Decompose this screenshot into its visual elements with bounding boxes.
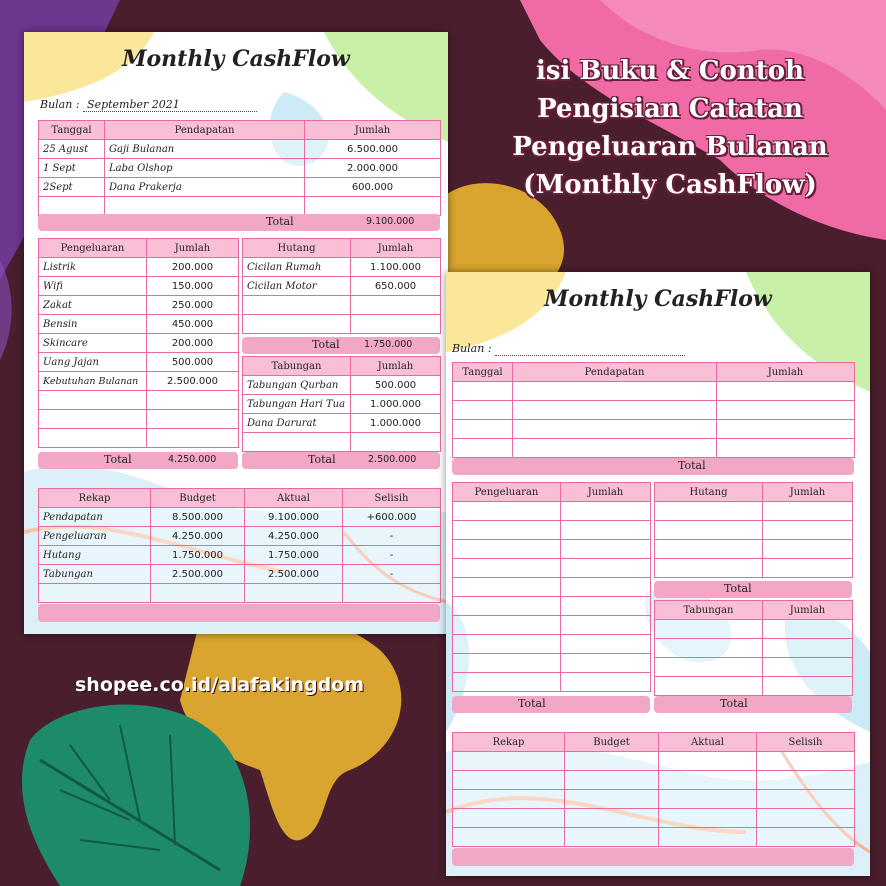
table-row <box>655 559 853 578</box>
month-label: Bulan : <box>452 342 492 355</box>
amount-cell: 500.000 <box>147 353 239 372</box>
table-row <box>39 277 239 296</box>
blank-sheet <box>446 272 870 876</box>
date-cell: 1 Sept <box>39 159 105 178</box>
col-header: Aktual <box>659 733 757 752</box>
col-header: Pengeluaran <box>39 239 147 258</box>
col-header: Jumlah <box>561 483 651 502</box>
table-row <box>39 178 441 197</box>
col-header: Jumlah <box>717 363 855 382</box>
table-row <box>243 376 441 395</box>
tabungan-total-bar <box>654 696 852 713</box>
table-row <box>453 752 855 771</box>
total-value: 1.750.000 <box>364 339 413 350</box>
rekap-table <box>452 732 855 847</box>
empty-cell <box>453 382 513 401</box>
amount-cell: 200.000 <box>147 334 239 353</box>
amount-cell <box>305 197 441 216</box>
hutang-total-bar <box>242 337 440 354</box>
table-row <box>39 410 239 429</box>
col-header: Jumlah <box>351 239 441 258</box>
empty-cell <box>655 658 763 677</box>
table-row <box>243 277 441 296</box>
actual-cell: 9.100.000 <box>245 508 343 527</box>
table-row <box>39 546 441 565</box>
tabungan-table <box>654 600 853 696</box>
amount-cell: 2.000.000 <box>305 159 441 178</box>
empty-cell <box>659 809 757 828</box>
pengeluaran-total-bar <box>38 452 238 469</box>
expense-cell: Uang Jajan <box>39 353 147 372</box>
table-row <box>453 502 651 521</box>
budget-cell <box>151 584 245 603</box>
empty-cell <box>659 828 757 847</box>
table-row <box>453 420 855 439</box>
col-header: Jumlah <box>351 357 441 376</box>
difference-cell: - <box>343 527 441 546</box>
empty-cell <box>513 420 717 439</box>
empty-cell <box>763 658 853 677</box>
col-header: Budget <box>565 733 659 752</box>
budget-cell: 4.250.000 <box>151 527 245 546</box>
empty-cell <box>565 809 659 828</box>
budget-cell: 2.500.000 <box>151 565 245 584</box>
table-row <box>39 391 239 410</box>
pendapatan-total-bar <box>452 458 854 475</box>
recap-cell <box>39 584 151 603</box>
hutang-table <box>654 482 853 578</box>
total-value: 4.250.000 <box>168 454 217 465</box>
expense-cell <box>39 410 147 429</box>
empty-cell <box>561 502 651 521</box>
col-header: Jumlah <box>763 483 853 502</box>
col-header: Hutang <box>243 239 351 258</box>
table-row <box>39 197 441 216</box>
pengeluaran-total-bar <box>452 696 650 713</box>
amount-cell <box>147 429 239 448</box>
budget-cell: 1.750.000 <box>151 546 245 565</box>
debt-cell: Cicilan Motor <box>243 277 351 296</box>
table-row <box>453 401 855 420</box>
expense-cell: Listrik <box>39 258 147 277</box>
empty-cell <box>453 578 561 597</box>
table-row <box>39 372 239 391</box>
col-header: Tanggal <box>39 121 105 140</box>
sheet-title: Monthly CashFlow <box>544 286 772 312</box>
expense-cell <box>39 391 147 410</box>
table-row <box>655 658 853 677</box>
expense-cell: Wifi <box>39 277 147 296</box>
amount-cell: 200.000 <box>147 258 239 277</box>
table-row <box>39 334 239 353</box>
col-header: Hutang <box>655 483 763 502</box>
empty-cell <box>757 790 855 809</box>
empty-cell <box>453 502 561 521</box>
total-label: Total <box>724 582 752 595</box>
empty-cell <box>453 521 561 540</box>
amount-cell: 650.000 <box>351 277 441 296</box>
table-row <box>39 565 441 584</box>
empty-cell <box>513 401 717 420</box>
expense-cell <box>39 429 147 448</box>
empty-cell <box>659 790 757 809</box>
empty-cell <box>453 771 565 790</box>
empty-cell <box>561 654 651 673</box>
sheet-title: Monthly CashFlow <box>122 46 350 72</box>
empty-cell <box>453 752 565 771</box>
empty-cell <box>453 540 561 559</box>
col-header: Selisih <box>757 733 855 752</box>
col-header: Tanggal <box>453 363 513 382</box>
total-label: Total <box>308 453 336 466</box>
rekap-footer-bar <box>38 604 440 622</box>
table-row <box>655 677 853 696</box>
amount-cell: 1.000.000 <box>351 414 441 433</box>
actual-cell: 1.750.000 <box>245 546 343 565</box>
empty-cell <box>655 521 763 540</box>
total-label: Total <box>104 453 132 466</box>
empty-cell <box>763 540 853 559</box>
total-value: 2.500.000 <box>368 454 417 465</box>
empty-cell <box>453 439 513 458</box>
rekap-footer-bar <box>452 848 854 866</box>
table-row <box>39 258 239 277</box>
col-header: Jumlah <box>305 121 441 140</box>
empty-cell <box>453 401 513 420</box>
total-label: Total <box>518 697 546 710</box>
month-field <box>452 342 685 356</box>
savings-cell: Dana Darurat <box>243 414 351 433</box>
heading-line-1: isi Buku & Contoh <box>535 56 804 86</box>
col-header: Budget <box>151 489 245 508</box>
tabungan-total-bar <box>242 452 440 469</box>
table-row <box>453 673 651 692</box>
empty-cell <box>757 752 855 771</box>
empty-cell <box>453 673 561 692</box>
pengeluaran-table <box>38 238 239 448</box>
empty-cell <box>763 502 853 521</box>
expense-cell: Zakat <box>39 296 147 315</box>
table-row <box>655 620 853 639</box>
table-row <box>243 414 441 433</box>
empty-cell <box>561 559 651 578</box>
empty-cell <box>513 439 717 458</box>
col-header: Rekap <box>453 733 565 752</box>
amount-cell <box>147 410 239 429</box>
table-row <box>453 616 651 635</box>
table-row <box>453 559 651 578</box>
empty-cell <box>565 771 659 790</box>
pendapatan-table <box>452 362 855 458</box>
total-label: Total <box>266 215 294 228</box>
empty-cell <box>453 635 561 654</box>
month-value <box>495 342 685 356</box>
amount-cell: 450.000 <box>147 315 239 334</box>
recap-cell: Pengeluaran <box>39 527 151 546</box>
amount-cell: 600.000 <box>305 178 441 197</box>
debt-cell <box>243 315 351 334</box>
empty-cell <box>763 559 853 578</box>
empty-cell <box>655 540 763 559</box>
table-row <box>453 597 651 616</box>
empty-cell <box>453 559 561 578</box>
table-row <box>39 159 441 178</box>
month-value: September 2021 <box>83 98 257 112</box>
savings-cell: Tabungan Qurban <box>243 376 351 395</box>
month-field <box>40 98 257 112</box>
table-row <box>453 771 855 790</box>
empty-cell <box>453 809 565 828</box>
total-label: Total <box>312 338 340 351</box>
col-header: Pendapatan <box>105 121 305 140</box>
savings-cell: Tabungan Hari Tua <box>243 395 351 414</box>
empty-cell <box>561 597 651 616</box>
amount-cell <box>351 296 441 315</box>
empty-cell <box>453 616 561 635</box>
amount-cell: 1.000.000 <box>351 395 441 414</box>
table-row <box>243 258 441 277</box>
amount-cell <box>351 315 441 334</box>
empty-cell <box>565 790 659 809</box>
promo-heading <box>470 52 870 204</box>
hutang-total-bar <box>654 581 852 598</box>
table-row <box>39 584 441 603</box>
amount-cell: 6.500.000 <box>305 140 441 159</box>
amount-cell <box>351 433 441 452</box>
table-row <box>243 315 441 334</box>
difference-cell: +600.000 <box>343 508 441 527</box>
col-header: Pengeluaran <box>453 483 561 502</box>
table-row <box>453 578 651 597</box>
empty-cell <box>561 578 651 597</box>
table-row <box>453 439 855 458</box>
expense-cell: Kebutuhan Bulanan <box>39 372 147 391</box>
date-cell <box>39 197 105 216</box>
col-header: Jumlah <box>147 239 239 258</box>
table-row <box>39 429 239 448</box>
empty-cell <box>717 439 855 458</box>
pengeluaran-table <box>452 482 651 692</box>
amount-cell: 500.000 <box>351 376 441 395</box>
actual-cell: 2.500.000 <box>245 565 343 584</box>
date-cell: 25 Agust <box>39 140 105 159</box>
rekap-table <box>38 488 441 603</box>
empty-cell <box>561 616 651 635</box>
recap-cell: Hutang <box>39 546 151 565</box>
col-header: Aktual <box>245 489 343 508</box>
amount-cell: 150.000 <box>147 277 239 296</box>
income-cell: Gaji Bulanan <box>105 140 305 159</box>
empty-cell <box>453 654 561 673</box>
expense-cell: Bensin <box>39 315 147 334</box>
heading-line-4: (Monthly CashFlow) <box>523 170 817 200</box>
empty-cell <box>763 620 853 639</box>
income-cell <box>105 197 305 216</box>
table-row <box>655 540 853 559</box>
table-row <box>453 790 855 809</box>
income-cell: Dana Prakerja <box>105 178 305 197</box>
empty-cell <box>453 828 565 847</box>
recap-cell: Tabungan <box>39 565 151 584</box>
empty-cell <box>453 420 513 439</box>
empty-cell <box>717 382 855 401</box>
table-row <box>39 527 441 546</box>
empty-cell <box>659 771 757 790</box>
col-header: Pendapatan <box>513 363 717 382</box>
table-row <box>39 353 239 372</box>
table-row <box>39 140 441 159</box>
empty-cell <box>659 752 757 771</box>
empty-cell <box>655 677 763 696</box>
table-row <box>655 502 853 521</box>
difference-cell: - <box>343 546 441 565</box>
empty-cell <box>757 771 855 790</box>
budget-cell: 8.500.000 <box>151 508 245 527</box>
empty-cell <box>717 401 855 420</box>
table-row <box>243 395 441 414</box>
total-value: 9.100.000 <box>366 216 415 227</box>
col-header: Tabungan <box>243 357 351 376</box>
difference-cell: - <box>343 565 441 584</box>
amount-cell: 250.000 <box>147 296 239 315</box>
table-row <box>453 382 855 401</box>
table-row <box>243 433 441 452</box>
col-header: Selisih <box>343 489 441 508</box>
empty-cell <box>565 752 659 771</box>
actual-cell: 4.250.000 <box>245 527 343 546</box>
hutang-table <box>242 238 441 334</box>
empty-cell <box>763 639 853 658</box>
empty-cell <box>757 809 855 828</box>
empty-cell <box>655 559 763 578</box>
empty-cell <box>655 639 763 658</box>
table-row <box>453 635 651 654</box>
difference-cell <box>343 584 441 603</box>
empty-cell <box>561 540 651 559</box>
empty-cell <box>453 790 565 809</box>
empty-cell <box>561 635 651 654</box>
heading-line-3: Pengeluaran Bulanan <box>512 132 828 162</box>
recap-cell: Pendapatan <box>39 508 151 527</box>
col-header: Rekap <box>39 489 151 508</box>
expense-cell: Skincare <box>39 334 147 353</box>
empty-cell <box>763 521 853 540</box>
total-label: Total <box>720 697 748 710</box>
tabungan-table <box>242 356 441 452</box>
table-row <box>453 809 855 828</box>
amount-cell <box>147 391 239 410</box>
table-row <box>655 521 853 540</box>
debt-cell: Cicilan Rumah <box>243 258 351 277</box>
table-row <box>453 540 651 559</box>
table-row <box>39 315 239 334</box>
table-row <box>39 508 441 527</box>
empty-cell <box>757 828 855 847</box>
heading-line-2: Pengisian Catatan <box>537 94 803 124</box>
filled-sheet <box>24 32 448 634</box>
savings-cell <box>243 433 351 452</box>
empty-cell <box>763 677 853 696</box>
debt-cell <box>243 296 351 315</box>
total-label: Total <box>678 459 706 472</box>
table-row <box>453 828 855 847</box>
amount-cell: 1.100.000 <box>351 258 441 277</box>
month-label: Bulan : <box>40 98 80 111</box>
empty-cell <box>561 673 651 692</box>
amount-cell: 2.500.000 <box>147 372 239 391</box>
income-cell: Laba Olshop <box>105 159 305 178</box>
empty-cell <box>717 420 855 439</box>
empty-cell <box>655 502 763 521</box>
table-row <box>655 639 853 658</box>
table-row <box>453 521 651 540</box>
table-row <box>39 296 239 315</box>
empty-cell <box>513 382 717 401</box>
col-header: Jumlah <box>763 601 853 620</box>
actual-cell <box>245 584 343 603</box>
pendapatan-table <box>38 120 441 216</box>
date-cell: 2Sept <box>39 178 105 197</box>
empty-cell <box>565 828 659 847</box>
empty-cell <box>561 521 651 540</box>
pendapatan-total-bar <box>38 214 440 231</box>
table-row <box>453 654 651 673</box>
shop-url: shopee.co.id/alafakingdom <box>75 674 365 696</box>
col-header: Tabungan <box>655 601 763 620</box>
empty-cell <box>655 620 763 639</box>
table-row <box>243 296 441 315</box>
empty-cell <box>453 597 561 616</box>
